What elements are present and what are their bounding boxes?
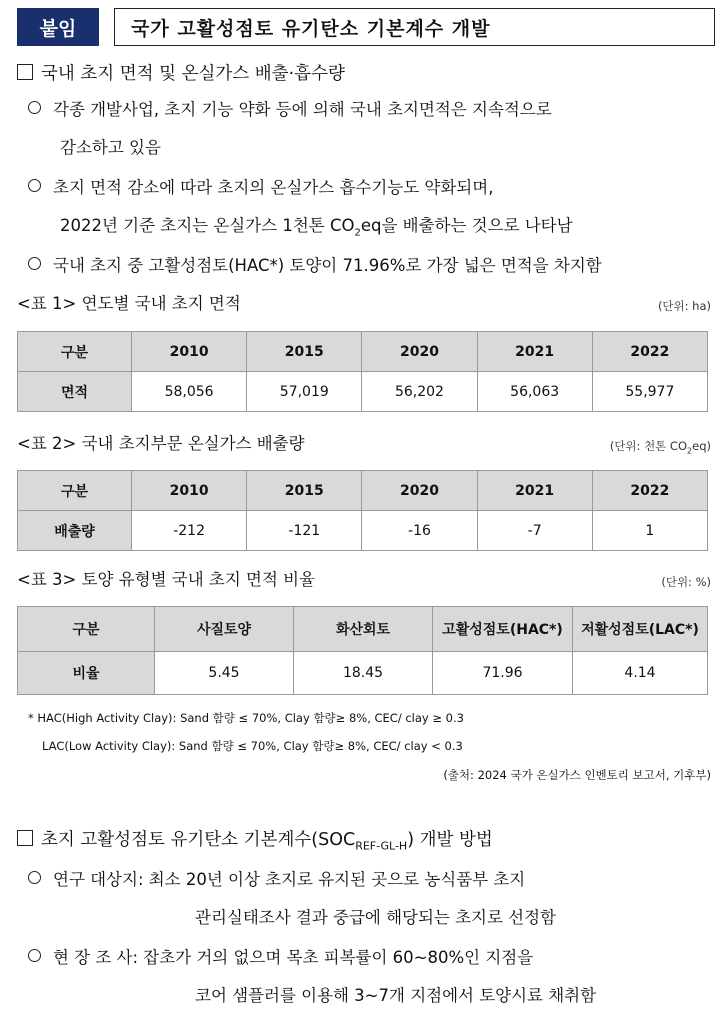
table2-unit-a: (단위: 천톤 CO xyxy=(609,439,688,453)
table-header-cell: 구분 xyxy=(18,607,155,652)
footnote-hac: * HAC(High Activity Clay): Sand 함량 ≤ 70%, Clay 함량≥ 8%, CEC/ clay ≥ 0.3 xyxy=(28,711,464,725)
bullet-2-line2 xyxy=(60,212,725,238)
bullet-3-text: 국내 초지 중 고활성점토(HAC*) 토양이 71.96%로 가장 넓은 면적을 차지함 xyxy=(53,256,602,275)
table-row-label: 비율 xyxy=(18,652,155,695)
table-header-cell: 사질토양 xyxy=(155,607,294,652)
table-header-cell: 구분 xyxy=(18,332,132,372)
attachment-badge: 붙임 xyxy=(17,8,99,46)
header xyxy=(17,8,715,46)
s2-bullet-1-text: 연구 대상지: 최소 20년 이상 초지로 유지된 곳으로 농식품부 초지 xyxy=(53,870,526,889)
table-header-cell: 고활성점토(HAC*) xyxy=(433,607,573,652)
checkbox-square-icon xyxy=(17,830,33,846)
table-row xyxy=(18,372,708,412)
table-cell: 58,056 xyxy=(132,372,247,412)
table-cell: 5.45 xyxy=(155,652,294,695)
section1-heading xyxy=(17,60,725,85)
table-header-row xyxy=(18,607,708,652)
circle-bullet-icon xyxy=(28,871,41,884)
checkbox-square-icon xyxy=(17,64,33,80)
s2-bullet-2-line2: 코어 샘플러를 이용해 3~7개 지점에서 토양시료 채취함 xyxy=(195,986,597,1005)
table-cell: 18.45 xyxy=(294,652,433,695)
table-header-cell: 2020 xyxy=(362,332,477,372)
table-cell: -16 xyxy=(362,511,477,551)
table1 xyxy=(17,331,708,412)
table-header-row xyxy=(18,471,708,511)
table-cell: 56,063 xyxy=(477,372,592,412)
subscript-2: 2 xyxy=(687,446,693,456)
table-header-cell: 2010 xyxy=(132,332,247,372)
circle-bullet-icon xyxy=(28,949,41,962)
table-row-label: 배출량 xyxy=(18,511,132,551)
bullet-1-line2: 감소하고 있음 xyxy=(60,138,161,157)
bullet-1-line1 xyxy=(28,96,725,120)
document-title: 국가 고활성점토 유기탄소 기본계수 개발 xyxy=(114,8,715,46)
table-row xyxy=(18,511,708,551)
circle-bullet-icon xyxy=(28,101,41,114)
table2-unit-b: eq) xyxy=(692,439,711,453)
table-row xyxy=(18,652,708,695)
bullet-2-line1 xyxy=(28,174,725,198)
table-cell: 4.14 xyxy=(573,652,708,695)
s2-bullet-1-line2: 관리실태조사 결과 중급에 해당되는 초지로 선정함 xyxy=(195,908,556,927)
table-row-label: 면적 xyxy=(18,372,132,412)
s2-bullet-2-line1 xyxy=(28,944,725,968)
table2-unit xyxy=(610,438,711,455)
table-cell: 56,202 xyxy=(362,372,477,412)
table-header-cell: 화산회토 xyxy=(294,607,433,652)
bullet-2-text: 초지 면적 감소에 따라 초지의 온실가스 흡수기능도 약화되며, xyxy=(53,178,494,197)
table-cell: 55,977 xyxy=(592,372,707,412)
table3 xyxy=(17,606,708,695)
table-cell: 1 xyxy=(592,511,707,551)
table-header-cell: 2022 xyxy=(592,471,707,511)
table-header-cell: 구분 xyxy=(18,471,132,511)
table-header-cell: 2015 xyxy=(247,332,362,372)
table-header-row xyxy=(18,332,708,372)
bullet-1-text: 각종 개발사업, 초지 기능 약화 등에 의해 국내 초지면적은 지속적으로 xyxy=(53,100,552,119)
table3-caption: <표 3> 토양 유형별 국내 초지 면적 비율 xyxy=(17,570,316,589)
table-header-cell: 2021 xyxy=(477,471,592,511)
table-header-cell: 2010 xyxy=(132,471,247,511)
section2-title-b: ) 개발 방법 xyxy=(407,830,493,850)
table1-caption: <표 1> 연도별 국내 초지 면적 xyxy=(17,294,241,313)
section1-title: 국내 초지 면적 및 온실가스 배출·흡수량 xyxy=(41,64,345,84)
subscript-2: 2 xyxy=(354,227,361,239)
bullet-3-line1 xyxy=(28,252,725,276)
table-cell: 57,019 xyxy=(247,372,362,412)
footnote-lac: LAC(Low Activity Clay): Sand 함량 ≤ 70%, Clay 함량≥ 8%, CEC/ clay < 0.3 xyxy=(42,739,463,753)
section2-heading xyxy=(17,826,725,853)
table-header-cell: 2020 xyxy=(362,471,477,511)
source-note: (출처: 2024 국가 온실가스 인벤토리 보고서, 기후부) xyxy=(443,768,711,782)
table2 xyxy=(17,470,708,551)
table-cell: -212 xyxy=(132,511,247,551)
circle-bullet-icon xyxy=(28,179,41,192)
bullet-2-text-a: 2022년 기준 초지는 온실가스 1천톤 CO xyxy=(60,216,355,235)
section2-title-subscript: REF-GL-H xyxy=(355,839,408,853)
table3-unit: (단위: %) xyxy=(661,575,711,589)
table-header-cell: 저활성점토(LAC*) xyxy=(573,607,708,652)
bullet-2-text-b: eq을 배출하는 것으로 나타남 xyxy=(360,216,573,235)
table1-unit: (단위: ha) xyxy=(657,299,711,313)
table-header-cell: 2022 xyxy=(592,332,707,372)
s2-bullet-1-line1 xyxy=(28,866,725,890)
table-cell: 71.96 xyxy=(433,652,573,695)
table-cell: -121 xyxy=(247,511,362,551)
table2-caption: <표 2> 국내 초지부문 온실가스 배출량 xyxy=(17,434,305,453)
table-cell: -7 xyxy=(477,511,592,551)
s2-bullet-2-text: 현 장 조 사: 잡초가 거의 없으며 목초 피복률이 60~80%인 지점을 xyxy=(53,948,534,967)
table-header-cell: 2021 xyxy=(477,332,592,372)
circle-bullet-icon xyxy=(28,257,41,270)
section2-title-a: 초지 고활성점토 유기탄소 기본계수(SOC xyxy=(41,830,356,850)
table-header-cell: 2015 xyxy=(247,471,362,511)
